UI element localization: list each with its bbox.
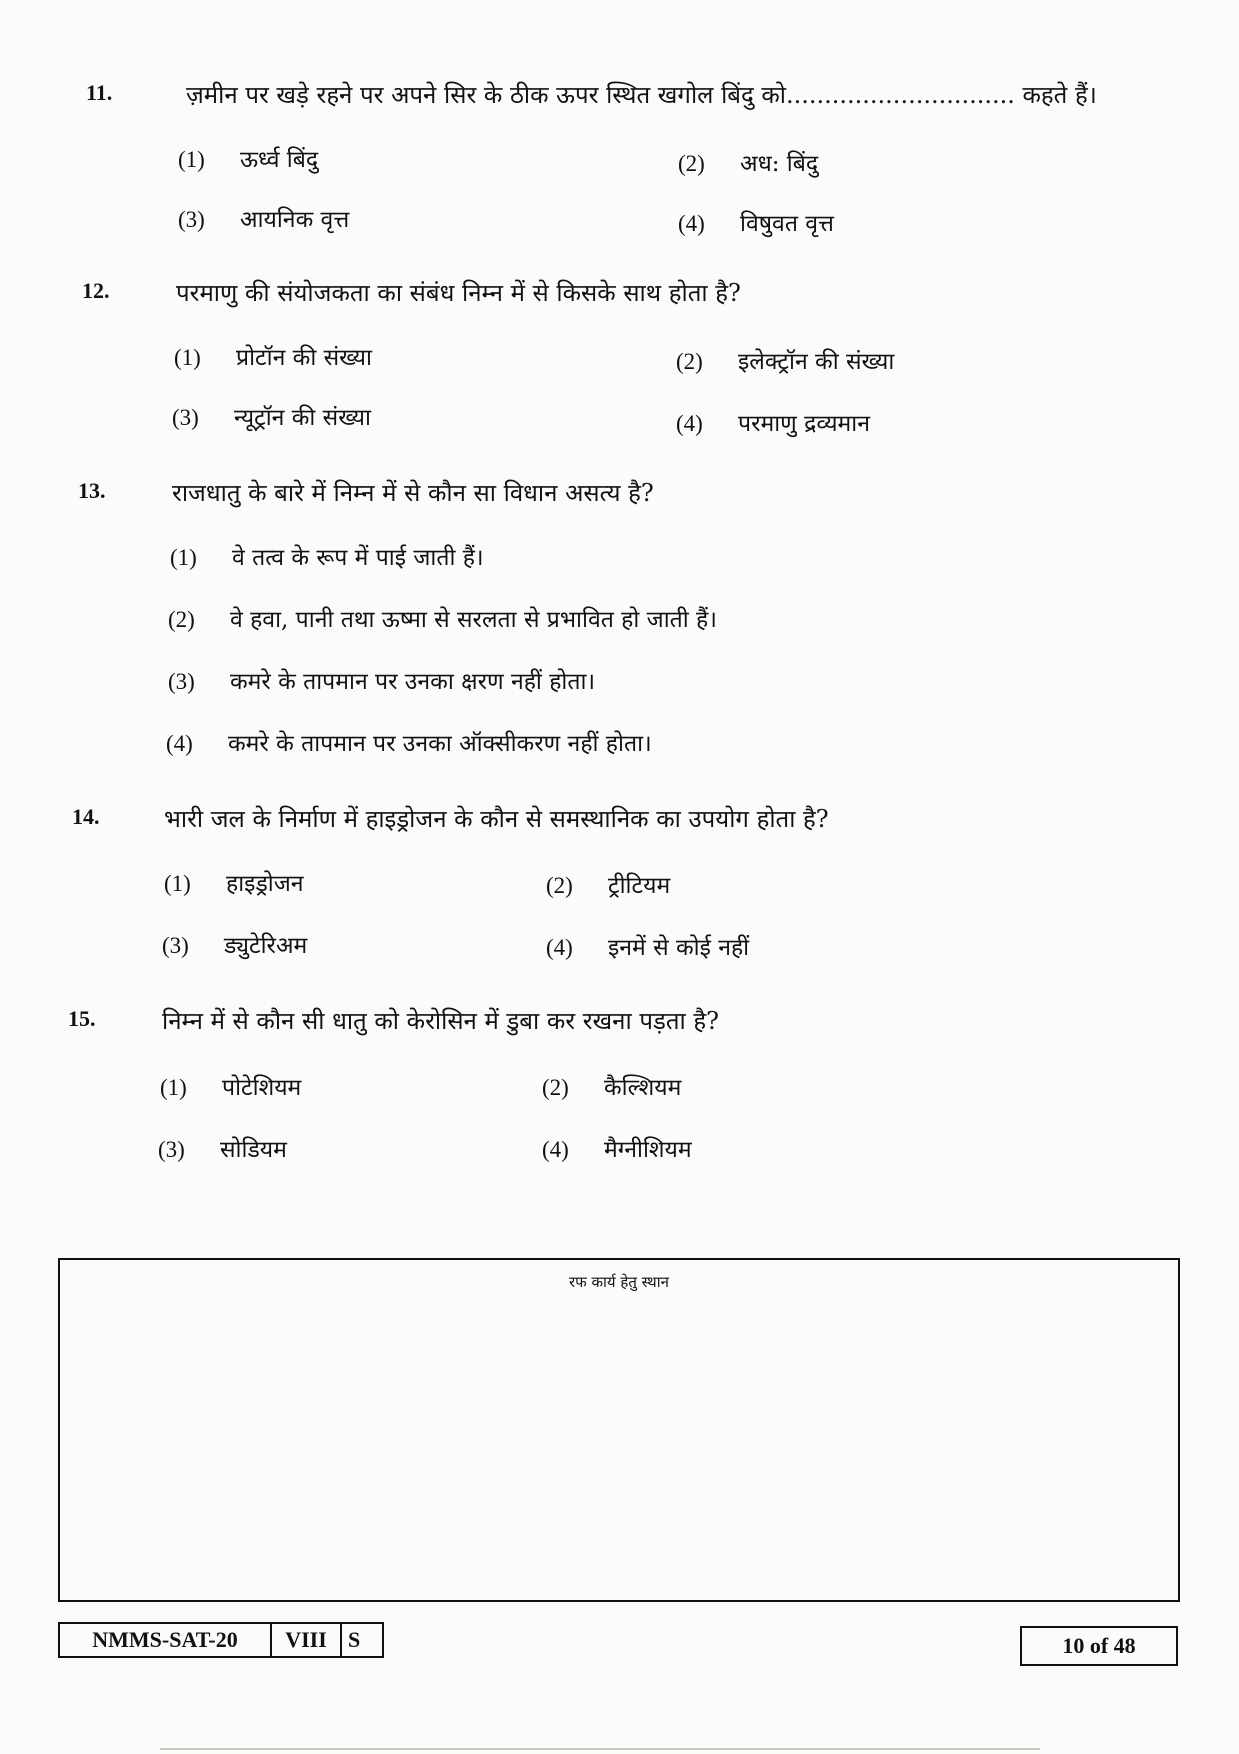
option-number: (4) (166, 731, 193, 756)
question-number-13: 13. (78, 478, 106, 503)
option-text: हाइड्रोजन (226, 871, 304, 897)
q14-option-2 (546, 868, 670, 900)
option-text: कमरे के तापमान पर उनका ऑक्सीकरण नहीं होता। (228, 731, 652, 757)
q11-option-2 (678, 146, 818, 178)
question-text-11: ज़मीन पर खड़े रहने पर अपने सिर के ठीक ऊपर स्थित खगोल बिंदु को.............................. कहते हैं। (186, 81, 1097, 109)
page-number: 10 of 48 (1020, 1626, 1178, 1666)
option-number: (1) (178, 147, 205, 172)
option-text: मैग्नीशियम (604, 1137, 692, 1163)
option-number: (4) (542, 1137, 569, 1162)
option-number: (3) (168, 669, 195, 694)
q15-option-3 (158, 1132, 287, 1164)
q11-option-1 (178, 142, 318, 174)
question-text-12: परमाणु की संयोजकता का संबंध निम्न में से किसके साथ होता है? (176, 279, 741, 307)
option-text: ड्युटेरिअम (224, 933, 308, 959)
paper-code-box (58, 1622, 384, 1658)
q13-option-4 (166, 726, 652, 758)
question-number-15: 15. (68, 1006, 96, 1031)
question-number-12: 12. (82, 278, 110, 303)
option-number: (4) (678, 211, 705, 236)
option-text: विषुवत वृत्त (740, 211, 834, 237)
option-number: (2) (678, 151, 705, 176)
option-text: न्यूट्रॉन की संख्या (234, 405, 371, 431)
option-text: अध: बिंदु (740, 151, 819, 177)
option-text: वे तत्व के रूप में पाई जाती हैं। (232, 545, 484, 571)
question-text-13: राजधातु के बारे में निम्न में से कौन सा विधान असत्य है? (172, 479, 654, 507)
rough-work-box (58, 1258, 1180, 1602)
q15-option-4 (542, 1132, 692, 1164)
option-number: (3) (178, 207, 205, 232)
option-number: (1) (160, 1075, 187, 1100)
option-number: (1) (170, 545, 197, 570)
question-number-11: 11. (86, 80, 113, 105)
question-text-15: निम्न में से कौन सी धातु को केरोसिन में डुबा कर रखना पड़ता है? (162, 1007, 719, 1035)
option-text: ट्रीटियम (608, 873, 671, 899)
q12-option-3 (172, 400, 371, 432)
option-text: इलेक्ट्रॉन की संख्या (738, 349, 895, 375)
option-text: ऊर्ध्व बिंदु (240, 147, 319, 173)
option-text: सोडियम (220, 1137, 287, 1163)
q12-option-4 (676, 406, 870, 438)
q11-option-3 (178, 202, 349, 234)
option-number: (2) (546, 873, 573, 898)
class-code: VIII (272, 1624, 342, 1656)
q15-option-2 (542, 1070, 681, 1102)
q13-option-1 (170, 540, 484, 572)
q14-option-4 (546, 930, 749, 962)
option-text: कैल्शियम (604, 1075, 682, 1101)
option-number: (1) (164, 871, 191, 896)
option-number: (2) (168, 607, 195, 632)
option-text: इनमें से कोई नहीं (608, 935, 750, 961)
paper-code: NMMS-SAT-20 (60, 1624, 272, 1656)
option-text: प्रोटॉन की संख्या (236, 345, 372, 371)
q12-option-2 (676, 344, 894, 376)
page-edge-divider (160, 1748, 1040, 1750)
option-text: परमाणु द्रव्यमान (738, 411, 871, 437)
rough-work-title: रफ कार्य हेतु स्थान (569, 1273, 669, 1291)
option-number: (2) (676, 349, 703, 374)
option-number: (1) (174, 345, 201, 370)
q13-option-2 (168, 602, 717, 634)
option-number: (3) (158, 1137, 185, 1162)
option-text: पोटेशियम (222, 1075, 302, 1101)
q13-option-3 (168, 664, 595, 696)
option-text: वे हवा, पानी तथा ऊष्मा से सरलता से प्रभावित हो जाती हैं। (230, 607, 717, 633)
option-text: कमरे के तापमान पर उनका क्षरण नहीं होता। (230, 669, 596, 695)
q11-option-4 (678, 206, 834, 238)
question-number-14: 14. (72, 804, 100, 829)
option-number: (3) (172, 405, 199, 430)
option-number: (4) (676, 411, 703, 436)
option-number: (3) (162, 933, 189, 958)
q15-option-1 (160, 1070, 301, 1102)
option-text: आयनिक वृत्त (240, 207, 350, 233)
set-code: S (348, 1627, 361, 1652)
option-number: (4) (546, 935, 573, 960)
q14-option-3 (162, 928, 307, 960)
q14-option-1 (164, 866, 304, 898)
option-number: (2) (542, 1075, 569, 1100)
question-text-14: भारी जल के निर्माण में हाइड्रोजन के कौन से समस्थानिक का उपयोग होता है? (164, 805, 829, 833)
q12-option-1 (174, 340, 372, 372)
